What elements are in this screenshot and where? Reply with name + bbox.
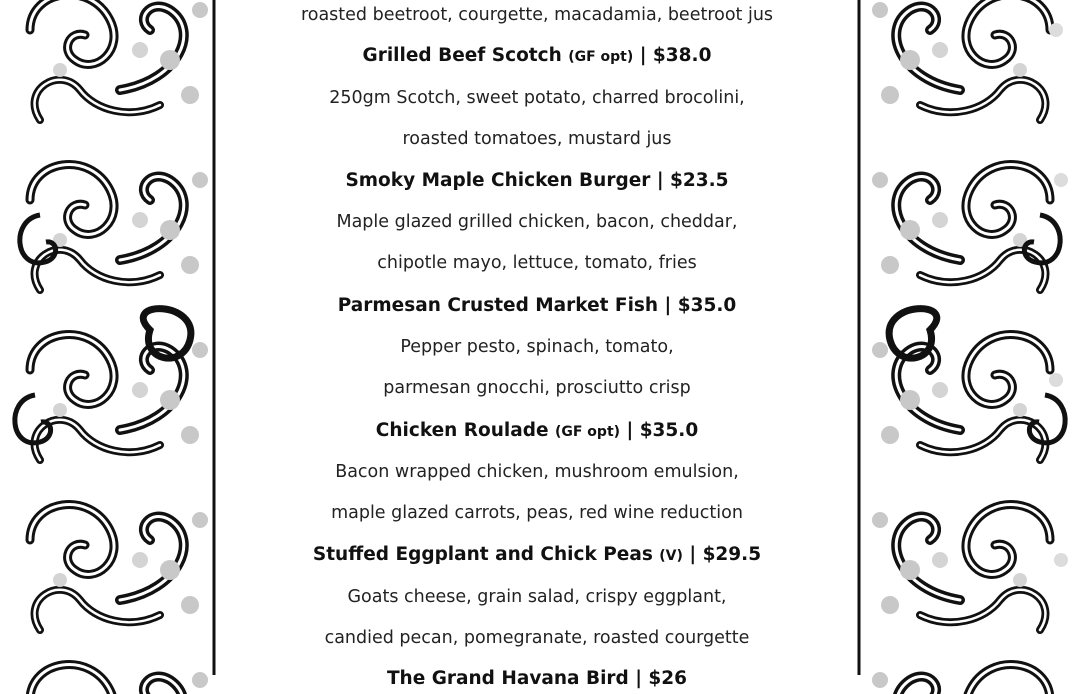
dish-name: Chicken Roulade (375, 420, 549, 441)
dish-title: Stuffed Eggplant and Chick Peas (V) | $29.5 (312, 544, 762, 565)
dish-price: $26 (648, 668, 688, 689)
dish-price: $38.0 (652, 45, 712, 66)
left-flourish-pattern (0, 0, 218, 675)
dish-description: Maple glazed grilled chicken, bacon, cheddar, (336, 212, 738, 232)
dish-description: Pepper pesto, spinach, tomato, (400, 337, 674, 357)
dish-description: Bacon wrapped chicken, mushroom emulsion, (335, 462, 739, 482)
dish-price: $35.0 (677, 295, 737, 316)
dish-title: Smoky Maple Chicken Burger | $23.5 (345, 170, 729, 191)
dish-price: $23.5 (670, 170, 729, 191)
right-flourish-pattern (856, 0, 1080, 675)
dish-price: $29.5 (702, 544, 762, 565)
dish-name: Grilled Beef Scotch (362, 45, 562, 66)
dish-description: maple glazed carrots, peas, red wine reduction (331, 503, 743, 523)
dish-description: chipotle mayo, lettuce, tomato, fries (377, 253, 697, 273)
dish-name: Parmesan Crusted Market Fish (337, 295, 659, 316)
dish-dietary-tag: (V) (659, 548, 683, 564)
dish-description: parmesan gnocchi, prosciutto crisp (383, 378, 691, 398)
menu-content (218, 0, 856, 689)
dish-title: Grilled Beef Scotch (GF opt) | $38.0 (362, 45, 712, 66)
dish-name: Smoky Maple Chicken Burger (345, 170, 651, 191)
dish-title: Parmesan Crusted Market Fish | $35.0 (337, 295, 737, 316)
dish-description: 250gm Scotch, sweet potato, charred brocolini, (329, 88, 745, 108)
dish-description: roasted tomatoes, mustard jus (402, 129, 672, 149)
dish-name: Stuffed Eggplant and Chick Peas (312, 544, 653, 565)
left-ornamental-border (0, 0, 218, 675)
dish-description: Goats cheese, grain salad, crispy eggplant, (347, 587, 727, 607)
dish-description: candied pecan, pomegranate, roasted courgette (324, 628, 750, 648)
dish-description: roasted beetroot, courgette, macadamia, beetroot jus (300, 5, 774, 25)
dish-name: The Grand Havana Bird (386, 668, 629, 689)
dish-title: The Grand Havana Bird | $26 (386, 668, 688, 689)
dish-price: $35.0 (639, 420, 699, 441)
dish-title: Chicken Roulade (GF opt) | $35.0 (375, 420, 699, 441)
right-ornamental-border (856, 0, 1080, 675)
dish-dietary-tag: (GF opt) (554, 424, 621, 440)
dish-dietary-tag: (GF opt) (568, 49, 634, 65)
